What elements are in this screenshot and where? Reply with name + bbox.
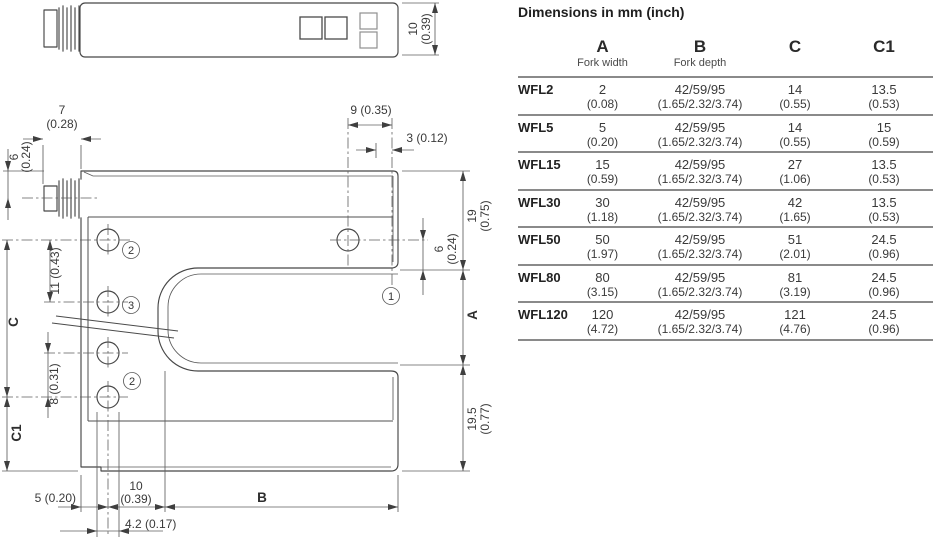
dim-6-right: 6 [432,245,446,253]
front-view [2,103,492,537]
row-value: 81 (3.19) [779,269,811,299]
dim-6-left: 6 [7,153,21,161]
row-value: 120 (4.72) [586,307,619,336]
row-value: 24.5 (0.96) [868,269,900,299]
row-value: 42/59/95 (1.65/2.32/3.74) [657,194,743,224]
table-row [518,228,933,266]
table-header [518,37,933,78]
row-value: 5 (0.20) [586,119,619,149]
row-value: 51 (2.01) [779,232,811,261]
header-col-B [645,37,755,70]
dim-19-5-inch: (0.77) [478,403,492,435]
row-model: WFL5 [518,119,554,135]
table-row [518,266,933,304]
connector-flange [44,10,57,47]
header-col-A [560,37,645,70]
chamfer-lines [84,172,398,467]
dim-7-inch: (0.28) [46,117,78,131]
dim-5: 5 (0.20) [34,491,76,505]
table-title: Dimensions in mm (inch) [518,4,685,20]
row-value: 24.5 (0.96) [868,232,900,261]
dim-4-2: 4.2 (0.17) [125,517,177,531]
svg-text:3: 3 [127,300,135,312]
dim-B: B [257,490,267,505]
adjuster-window [360,13,377,29]
dim-6-right-inch: (0.24) [445,233,459,265]
table-row [518,116,933,154]
row-model: WFL120 [518,307,568,322]
dim-3: 3 (0.12) [406,131,448,145]
connector-flange-front [44,186,57,211]
table-row [518,153,933,191]
row-value: 15 (0.59) [586,157,619,186]
dim-10-inch: (0.39) [120,492,152,506]
dim-housing-height-inch: (0.39) [419,13,433,45]
dim-housing-height: 10 [406,22,420,36]
svg-text:1: 1 [387,291,395,303]
dim-C1: C1 [9,424,24,442]
row-value: 13.5 (0.53) [868,82,900,111]
adjuster-window [360,32,377,48]
row-value: 27 (1.06) [779,157,811,186]
row-value: 42/59/95 (1.65/2.32/3.74) [657,119,743,149]
row-value: 80 (3.15) [586,269,619,299]
table-row [518,303,933,341]
dim-C: C [6,317,21,327]
row-value: 30 (1.18) [586,194,619,224]
dim-8: 8 (0.31) [47,363,61,405]
callout-hole-bottom [124,373,141,390]
top-view [44,3,439,57]
row-value: 13.5 (0.53) [868,194,900,224]
dim-19: 19 [465,209,479,223]
row-value: 50 (1.97) [586,232,619,261]
connector-thread-front [59,179,79,218]
dim-9: 9 (0.35) [350,103,392,117]
svg-text:2: 2 [127,245,135,257]
col-C-label: C [788,37,802,56]
header-model-spacer [518,37,560,70]
row-model: WFL2 [518,82,554,97]
row-value: 13.5 (0.53) [868,157,900,186]
row-value: 24.5 (0.96) [868,307,900,336]
row-value: 15 (0.59) [868,119,900,149]
header-col-C [755,37,835,70]
dimension-table [518,4,933,341]
dim-7: 7 [58,103,66,117]
callout-hole-top [123,242,140,259]
row-model: WFL50 [518,232,561,247]
row-value: 42/59/95 (1.65/2.32/3.74) [657,82,743,111]
fork-body-outline [81,171,398,471]
dim-10: 10 [129,479,143,493]
row-value: 42/59/95 (1.65/2.32/3.74) [657,157,743,186]
row-value: 14 (0.55) [779,82,811,111]
break-lines [52,316,178,338]
col-B-sublabel: Fork depth [673,57,727,69]
indicator-window [325,17,347,39]
svg-text:2: 2 [128,376,136,388]
header-col-C1 [835,37,933,70]
dim-6-left-inch: (0.24) [19,141,33,173]
col-C1-label: C1 [873,37,895,56]
indicator-window [300,17,322,39]
col-B-label: B [693,37,707,56]
dim-19-5: 19.5 [465,407,479,431]
row-value: 42/59/95 (1.65/2.32/3.74) [657,232,743,261]
col-A-label: A [596,37,609,56]
row-value: 14 (0.55) [779,119,811,149]
dim-table-body [518,78,933,341]
housing-outline [80,3,398,57]
callout-beam-axis [383,288,400,305]
dim-11: 11 (0.43) [48,247,62,295]
row-model: WFL80 [518,269,561,285]
row-value: 121 (4.76) [779,307,811,336]
row-value: 42 (1.65) [779,194,811,224]
dim-A: A [465,310,480,320]
row-value: 42/59/95 (1.65/2.32/3.74) [657,307,743,336]
centerlines [2,118,428,537]
row-model: WFL30 [518,194,561,210]
dim-19-inch: (0.75) [478,200,492,232]
row-value: 2 (0.08) [586,82,619,111]
row-value: 42/59/95 (1.65/2.32/3.74) [657,269,743,299]
connector-thread [59,6,79,51]
table-row [518,78,933,116]
table-row [518,191,933,229]
callout-hole-mid [123,297,140,314]
col-A-sublabel: Fork width [577,57,628,69]
row-model: WFL15 [518,157,561,172]
